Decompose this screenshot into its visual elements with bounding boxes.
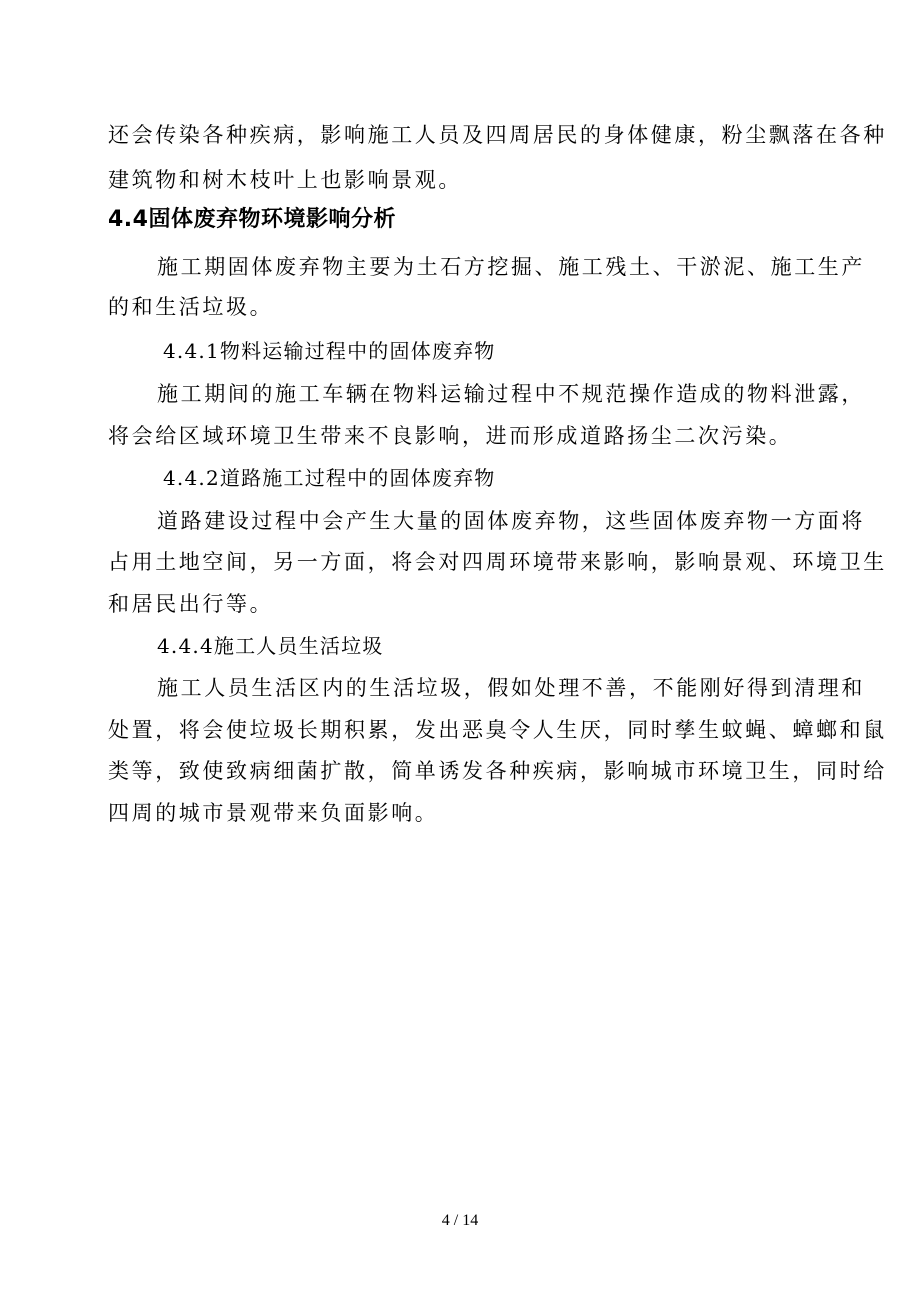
paragraph-line: 四周的城市景观带来负面影响。	[108, 801, 439, 825]
paragraph-line: 将会给区域环境卫生带来不良影响，进而形成道路扬尘二次污染。	[108, 424, 793, 448]
subsection-heading: 4.4.4施工人员生活垃圾	[157, 634, 384, 658]
paragraph-line: 施工人员生活区内的生活垃圾，假如处理不善，不能刚好得到清理和	[157, 676, 865, 700]
paragraph-line: 和居民出行等。	[108, 592, 274, 616]
paragraph-line: 建筑物和树木枝叶上也影响景观。	[108, 168, 462, 192]
paragraph-line: 处置，将会使垃圾长期积累，发出恶臭令人生厌，同时孳生蚊蝇、蟑螂和鼠	[108, 718, 887, 742]
subsection-heading: 4.4.1物料运输过程中的固体废弃物	[163, 339, 496, 363]
paragraph-line: 的和生活垃圾。	[108, 295, 274, 319]
paragraph-line: 还会传染各种疾病，影响施工人员及四周居民的身体健康，粉尘飘落在各种	[108, 123, 887, 147]
paragraph-line: 占用土地空间，另一方面，将会对四周环境带来影响，影响景观、环境卫生	[108, 550, 887, 574]
section-heading: 4.4固体废弃物环境影响分析	[108, 207, 396, 232]
paragraph-line: 施工期间的施工车辆在物料运输过程中不规范操作造成的物料泄露，	[157, 382, 865, 406]
paragraph-line: 类等，致使致病细菌扩散，简单诱发各种疾病，影响城市环境卫生，同时给	[108, 759, 887, 783]
page-number: 4 / 14	[441, 1212, 479, 1229]
subsection-heading: 4.4.2道路施工过程中的固体废弃物	[163, 466, 496, 490]
paragraph-line: 施工期固体废弃物主要为土石方挖掘、施工残土、干淤泥、施工生产	[157, 255, 865, 279]
paragraph-line: 道路建设过程中会产生大量的固体废弃物，这些固体废弃物一方面将	[157, 509, 865, 533]
